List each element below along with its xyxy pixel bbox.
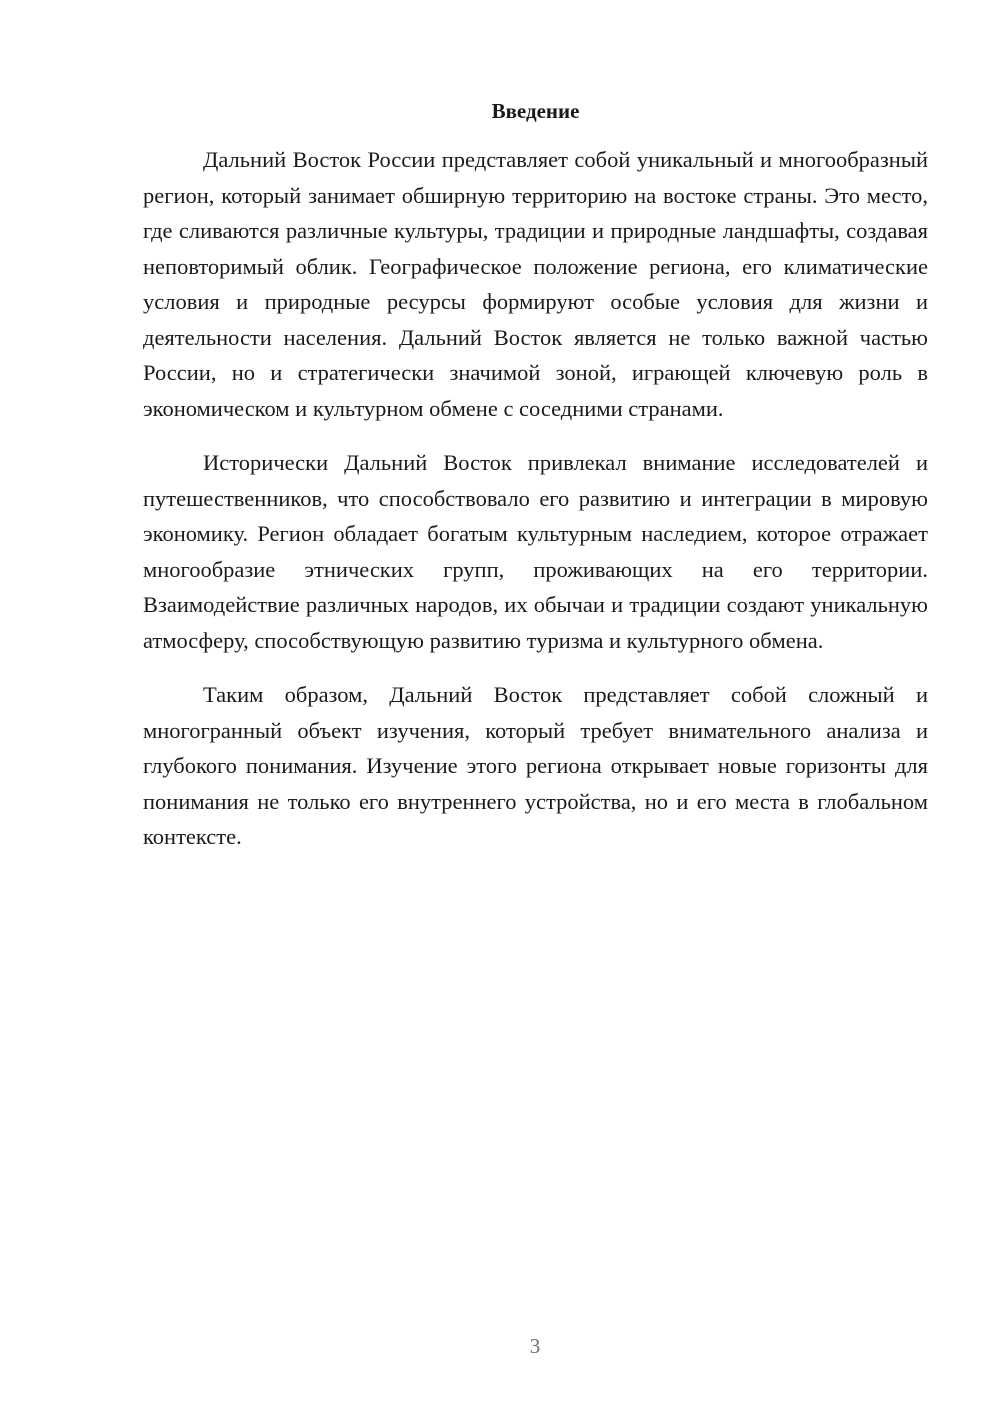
page-number: 3 <box>529 1334 541 1358</box>
paragraph-3: Таким образом, Дальний Восток представляет собой сложный и многогранный объект изучения, который требует внимательного анализа и глубокого понимания. Изучение этого региона открывает новые горизонты для понимания не только его внутреннего устройства, но и его места в глобальном контексте. <box>143 682 928 849</box>
section-title: Введение <box>491 99 580 123</box>
body-text <box>143 142 928 874</box>
paragraph-2: Исторически Дальний Восток привлекал внимание исследователей и путешественников, что способствовало его развитию и интеграции в мировую экономику. Регион обладает богатым культурным наследием, которое отражает многообразие этнических групп, проживающих на его территории. Взаимодействие различных народов, их обычаи и традиции создают уникальную атмосферу, способствующую развитию туризма и культурного обмена. <box>143 450 928 653</box>
paragraph-1: Дальний Восток России представляет собой уникальный и многообразный регион, который занимает обширную территорию на востоке страны. Это место, где сливаются различные культуры, традиции и природные ландшафты, создавая неповторимый облик. Географическое положение региона, его климатические условия и природные ресурсы формируют особые условия для жизни и деятельности населения. Дальний Восток является не только важной частью России, но и стратегически значимой зоной, играющей ключевую роль в экономическом и культурном обмене с соседними странами. <box>143 147 928 421</box>
